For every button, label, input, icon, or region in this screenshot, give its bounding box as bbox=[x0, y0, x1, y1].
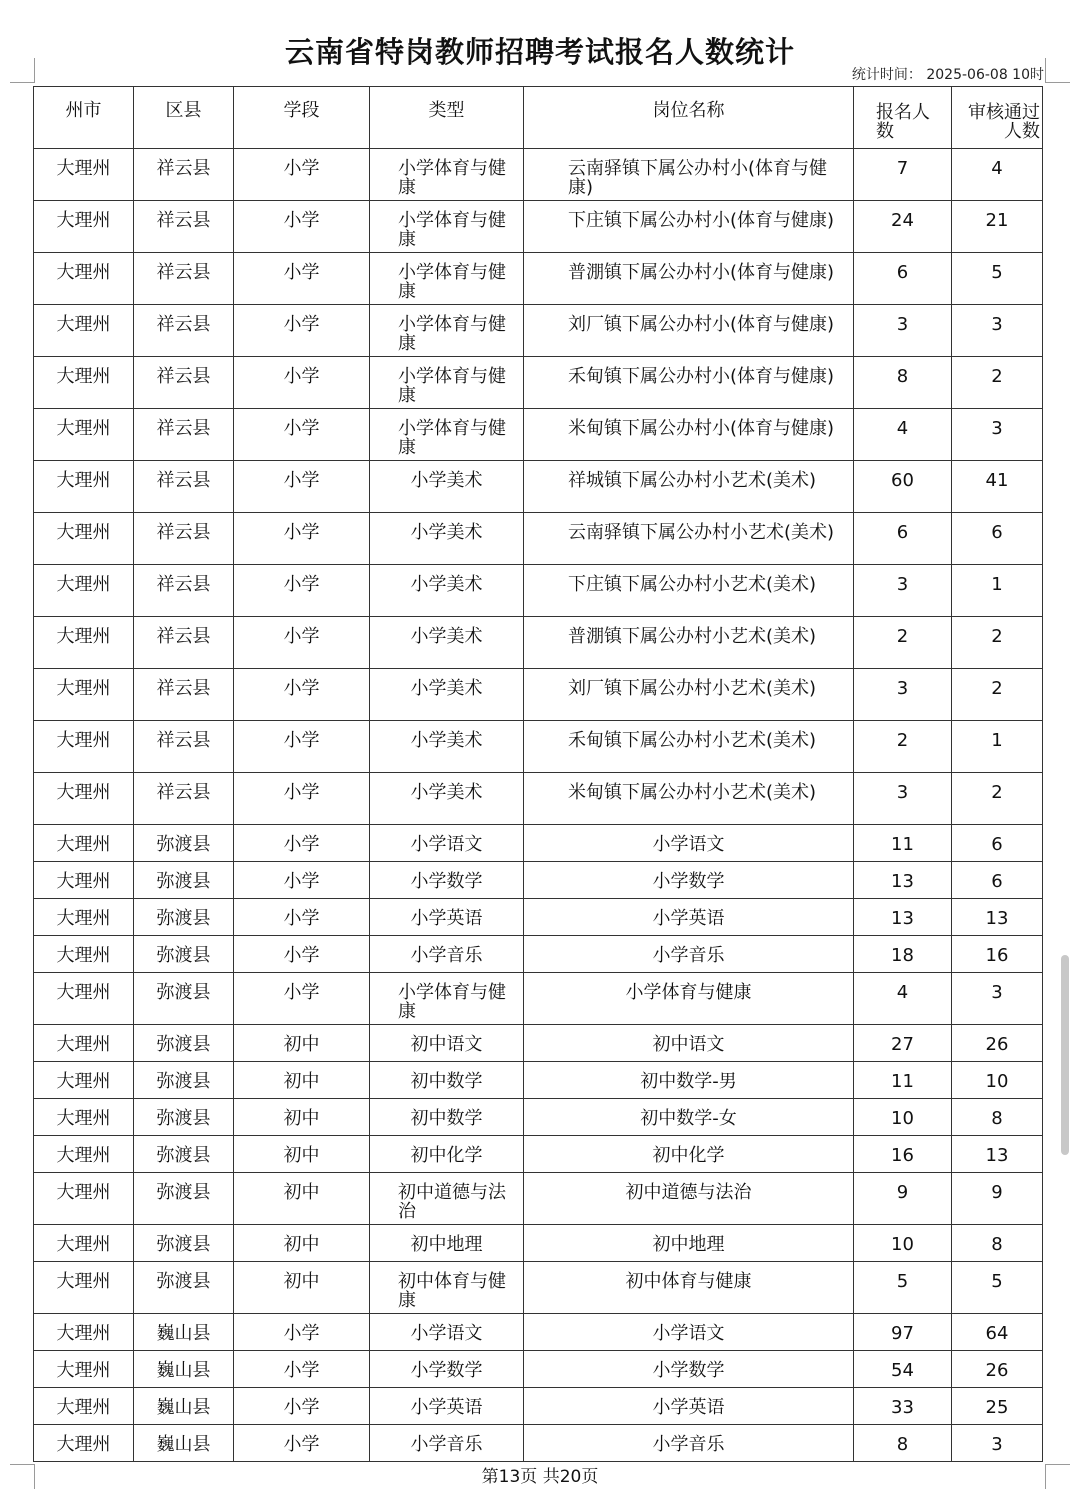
cell-county: 弥渡县 bbox=[134, 1173, 234, 1225]
cell-stage: 初中 bbox=[234, 1136, 370, 1173]
cell-post-name: 初中化学 bbox=[524, 1136, 854, 1173]
cell-type: 小学美术 bbox=[370, 565, 524, 617]
cell-type: 小学美术 bbox=[370, 721, 524, 773]
cell-post-name: 米甸镇下属公办村小艺术(美术) bbox=[524, 773, 854, 825]
cell-city: 大理州 bbox=[34, 773, 134, 825]
cell-city: 大理州 bbox=[34, 1351, 134, 1388]
table-row bbox=[34, 1173, 1043, 1225]
cell-applicants: 2 bbox=[854, 721, 952, 773]
cell-county: 祥云县 bbox=[134, 357, 234, 409]
cell-county: 弥渡县 bbox=[134, 973, 234, 1025]
header-type: 类型 bbox=[370, 87, 524, 149]
cell-applicants: 6 bbox=[854, 513, 952, 565]
table-row bbox=[34, 409, 1043, 461]
cell-approved: 13 bbox=[952, 1136, 1043, 1173]
cell-approved: 3 bbox=[952, 973, 1043, 1025]
cell-approved: 6 bbox=[952, 513, 1043, 565]
cell-city: 大理州 bbox=[34, 201, 134, 253]
cell-city: 大理州 bbox=[34, 305, 134, 357]
cell-applicants: 8 bbox=[854, 357, 952, 409]
cell-approved: 9 bbox=[952, 1173, 1043, 1225]
cell-approved: 6 bbox=[952, 825, 1043, 862]
cell-post-name: 小学语文 bbox=[524, 825, 854, 862]
cell-stage: 小学 bbox=[234, 461, 370, 513]
cell-type: 小学体育与健康 bbox=[370, 149, 524, 201]
cell-post-name: 禾甸镇下属公办村小(体育与健康) bbox=[524, 357, 854, 409]
cell-applicants: 11 bbox=[854, 825, 952, 862]
cell-type: 小学体育与健康 bbox=[370, 201, 524, 253]
cell-applicants: 3 bbox=[854, 773, 952, 825]
table-row bbox=[34, 201, 1043, 253]
cell-city: 大理州 bbox=[34, 1173, 134, 1225]
cell-stage: 小学 bbox=[234, 409, 370, 461]
cell-type: 小学体育与健康 bbox=[370, 305, 524, 357]
cell-stage: 初中 bbox=[234, 1262, 370, 1314]
cell-approved: 21 bbox=[952, 201, 1043, 253]
cell-applicants: 7 bbox=[854, 149, 952, 201]
cell-city: 大理州 bbox=[34, 669, 134, 721]
cell-county: 弥渡县 bbox=[134, 1262, 234, 1314]
cell-type: 初中语文 bbox=[370, 1025, 524, 1062]
cell-county: 祥云县 bbox=[134, 617, 234, 669]
cell-county: 祥云县 bbox=[134, 149, 234, 201]
cell-county: 祥云县 bbox=[134, 461, 234, 513]
cell-applicants: 5 bbox=[854, 1262, 952, 1314]
cell-stage: 小学 bbox=[234, 936, 370, 973]
cell-stage: 小学 bbox=[234, 305, 370, 357]
cell-city: 大理州 bbox=[34, 253, 134, 305]
cell-applicants: 8 bbox=[854, 1425, 952, 1462]
cell-type: 小学英语 bbox=[370, 899, 524, 936]
cell-applicants: 4 bbox=[854, 409, 952, 461]
table-row bbox=[34, 149, 1043, 201]
cell-county: 祥云县 bbox=[134, 409, 234, 461]
cell-applicants: 18 bbox=[854, 936, 952, 973]
cell-stage: 初中 bbox=[234, 1062, 370, 1099]
cell-post-name: 初中道德与法治 bbox=[524, 1173, 854, 1225]
cell-stage: 小学 bbox=[234, 1314, 370, 1351]
cell-approved: 41 bbox=[952, 461, 1043, 513]
header-stage: 学段 bbox=[234, 87, 370, 149]
cell-type: 小学音乐 bbox=[370, 1425, 524, 1462]
cell-approved: 2 bbox=[952, 357, 1043, 409]
cell-post-name: 小学英语 bbox=[524, 899, 854, 936]
table-row bbox=[34, 669, 1043, 721]
cell-county: 弥渡县 bbox=[134, 1062, 234, 1099]
scrollbar[interactable] bbox=[1061, 955, 1069, 1155]
cell-post-name: 小学音乐 bbox=[524, 1425, 854, 1462]
cell-stage: 小学 bbox=[234, 773, 370, 825]
cell-approved: 2 bbox=[952, 617, 1043, 669]
cell-type: 小学体育与健康 bbox=[370, 253, 524, 305]
cell-stage: 小学 bbox=[234, 862, 370, 899]
cell-post-name: 禾甸镇下属公办村小艺术(美术) bbox=[524, 721, 854, 773]
cell-post-name: 米甸镇下属公办村小(体育与健康) bbox=[524, 409, 854, 461]
cell-applicants: 60 bbox=[854, 461, 952, 513]
cell-post-name: 云南驿镇下属公办村小艺术(美术) bbox=[524, 513, 854, 565]
cell-post-name: 初中数学-男 bbox=[524, 1062, 854, 1099]
cell-post-name: 普淜镇下属公办村小艺术(美术) bbox=[524, 617, 854, 669]
cell-city: 大理州 bbox=[34, 899, 134, 936]
cell-county: 巍山县 bbox=[134, 1314, 234, 1351]
cell-approved: 1 bbox=[952, 721, 1043, 773]
cell-type: 小学体育与健康 bbox=[370, 357, 524, 409]
cell-approved: 3 bbox=[952, 305, 1043, 357]
header-approved: 审核通过人数 bbox=[952, 87, 1043, 149]
cell-applicants: 24 bbox=[854, 201, 952, 253]
cell-post-name: 刘厂镇下属公办村小(体育与健康) bbox=[524, 305, 854, 357]
cell-post-name: 云南驿镇下属公办村小(体育与健康) bbox=[524, 149, 854, 201]
cell-city: 大理州 bbox=[34, 565, 134, 617]
cell-type: 小学体育与健康 bbox=[370, 973, 524, 1025]
cell-city: 大理州 bbox=[34, 862, 134, 899]
cell-city: 大理州 bbox=[34, 1425, 134, 1462]
cell-type: 小学英语 bbox=[370, 1388, 524, 1425]
cell-stage: 初中 bbox=[234, 1225, 370, 1262]
cell-approved: 2 bbox=[952, 773, 1043, 825]
cell-approved: 4 bbox=[952, 149, 1043, 201]
cell-type: 小学音乐 bbox=[370, 936, 524, 973]
cell-type: 小学体育与健康 bbox=[370, 409, 524, 461]
cell-stage: 小学 bbox=[234, 253, 370, 305]
table-header-row bbox=[34, 87, 1043, 149]
cell-stage: 小学 bbox=[234, 899, 370, 936]
cell-stage: 小学 bbox=[234, 201, 370, 253]
cell-city: 大理州 bbox=[34, 513, 134, 565]
cell-approved: 2 bbox=[952, 669, 1043, 721]
cell-approved: 8 bbox=[952, 1225, 1043, 1262]
cell-county: 弥渡县 bbox=[134, 1136, 234, 1173]
cell-approved: 5 bbox=[952, 1262, 1043, 1314]
cell-city: 大理州 bbox=[34, 357, 134, 409]
cell-post-name: 刘厂镇下属公办村小艺术(美术) bbox=[524, 669, 854, 721]
cell-stage: 小学 bbox=[234, 1425, 370, 1462]
header-county: 区县 bbox=[134, 87, 234, 149]
table-row bbox=[34, 825, 1043, 862]
cell-stage: 小学 bbox=[234, 1388, 370, 1425]
cell-county: 祥云县 bbox=[134, 201, 234, 253]
stat-time: 统计时间： 2025-06-08 10时 bbox=[851, 67, 1044, 83]
cell-city: 大理州 bbox=[34, 461, 134, 513]
cell-county: 弥渡县 bbox=[134, 936, 234, 973]
cell-city: 大理州 bbox=[34, 617, 134, 669]
cell-approved: 1 bbox=[952, 565, 1043, 617]
table-row bbox=[34, 936, 1043, 973]
header-city: 州市 bbox=[34, 87, 134, 149]
cell-applicants: 10 bbox=[854, 1225, 952, 1262]
cell-type: 初中数学 bbox=[370, 1099, 524, 1136]
cell-stage: 小学 bbox=[234, 669, 370, 721]
table-row bbox=[34, 1425, 1043, 1462]
cell-county: 祥云县 bbox=[134, 565, 234, 617]
cell-applicants: 16 bbox=[854, 1136, 952, 1173]
cell-post-name: 下庄镇下属公办村小艺术(美术) bbox=[524, 565, 854, 617]
cell-approved: 16 bbox=[952, 936, 1043, 973]
cell-post-name: 小学语文 bbox=[524, 1314, 854, 1351]
cell-post-name: 普淜镇下属公办村小(体育与健康) bbox=[524, 253, 854, 305]
cell-city: 大理州 bbox=[34, 1025, 134, 1062]
cell-approved: 26 bbox=[952, 1025, 1043, 1062]
cell-city: 大理州 bbox=[34, 1262, 134, 1314]
cell-type: 小学数学 bbox=[370, 862, 524, 899]
cell-approved: 3 bbox=[952, 1425, 1043, 1462]
cell-type: 小学美术 bbox=[370, 773, 524, 825]
table-row bbox=[34, 1025, 1043, 1062]
cell-post-name: 小学体育与健康 bbox=[524, 973, 854, 1025]
cell-county: 祥云县 bbox=[134, 253, 234, 305]
table-row bbox=[34, 773, 1043, 825]
cell-stage: 小学 bbox=[234, 1351, 370, 1388]
cell-post-name: 初中语文 bbox=[524, 1025, 854, 1062]
cell-stage: 初中 bbox=[234, 1173, 370, 1225]
cell-applicants: 10 bbox=[854, 1099, 952, 1136]
cell-stage: 小学 bbox=[234, 149, 370, 201]
cell-stage: 小学 bbox=[234, 617, 370, 669]
registration-table bbox=[33, 86, 1043, 1462]
cell-city: 大理州 bbox=[34, 1314, 134, 1351]
cell-stage: 小学 bbox=[234, 825, 370, 862]
cell-county: 弥渡县 bbox=[134, 1025, 234, 1062]
cell-applicants: 6 bbox=[854, 253, 952, 305]
cell-applicants: 13 bbox=[854, 899, 952, 936]
cell-city: 大理州 bbox=[34, 1136, 134, 1173]
cell-stage: 初中 bbox=[234, 1099, 370, 1136]
cell-county: 祥云县 bbox=[134, 669, 234, 721]
cell-county: 巍山县 bbox=[134, 1425, 234, 1462]
cell-county: 祥云县 bbox=[134, 305, 234, 357]
cell-city: 大理州 bbox=[34, 149, 134, 201]
cell-applicants: 11 bbox=[854, 1062, 952, 1099]
cell-approved: 8 bbox=[952, 1099, 1043, 1136]
table-row bbox=[34, 1099, 1043, 1136]
cell-stage: 小学 bbox=[234, 721, 370, 773]
cell-type: 小学美术 bbox=[370, 617, 524, 669]
cell-stage: 小学 bbox=[234, 973, 370, 1025]
cell-type: 初中地理 bbox=[370, 1225, 524, 1262]
cell-applicants: 54 bbox=[854, 1351, 952, 1388]
table-row bbox=[34, 1225, 1043, 1262]
document-title: 云南省特岗教师招聘考试报名人数统计 bbox=[284, 35, 795, 69]
cell-applicants: 3 bbox=[854, 669, 952, 721]
cell-post-name: 下庄镇下属公办村小(体育与健康) bbox=[524, 201, 854, 253]
cell-approved: 64 bbox=[952, 1314, 1043, 1351]
cell-city: 大理州 bbox=[34, 1225, 134, 1262]
table-row bbox=[34, 461, 1043, 513]
table-row bbox=[34, 253, 1043, 305]
cell-city: 大理州 bbox=[34, 973, 134, 1025]
cell-county: 祥云县 bbox=[134, 773, 234, 825]
cell-post-name: 初中地理 bbox=[524, 1225, 854, 1262]
cell-post-name: 小学英语 bbox=[524, 1388, 854, 1425]
cell-applicants: 27 bbox=[854, 1025, 952, 1062]
table-body bbox=[34, 149, 1043, 1462]
table-row bbox=[34, 721, 1043, 773]
cell-county: 弥渡县 bbox=[134, 862, 234, 899]
cell-county: 弥渡县 bbox=[134, 1225, 234, 1262]
cell-post-name: 祥城镇下属公办村小艺术(美术) bbox=[524, 461, 854, 513]
cell-approved: 10 bbox=[952, 1062, 1043, 1099]
cell-county: 祥云县 bbox=[134, 721, 234, 773]
cell-approved: 6 bbox=[952, 862, 1043, 899]
cell-applicants: 13 bbox=[854, 862, 952, 899]
cell-approved: 25 bbox=[952, 1388, 1043, 1425]
page-footer: 第13页 共20页 bbox=[481, 1467, 599, 1487]
table-row bbox=[34, 1351, 1043, 1388]
table-row bbox=[34, 565, 1043, 617]
cell-approved: 5 bbox=[952, 253, 1043, 305]
cell-post-name: 初中体育与健康 bbox=[524, 1262, 854, 1314]
header-applicants: 报名人数 bbox=[854, 87, 952, 149]
cell-type: 小学美术 bbox=[370, 513, 524, 565]
cell-applicants: 2 bbox=[854, 617, 952, 669]
cell-city: 大理州 bbox=[34, 936, 134, 973]
cell-type: 小学美术 bbox=[370, 461, 524, 513]
table-row bbox=[34, 1314, 1043, 1351]
cell-post-name: 小学数学 bbox=[524, 1351, 854, 1388]
cell-county: 巍山县 bbox=[134, 1388, 234, 1425]
cell-type: 小学语文 bbox=[370, 1314, 524, 1351]
cell-type: 小学数学 bbox=[370, 1351, 524, 1388]
cell-type: 初中体育与健康 bbox=[370, 1262, 524, 1314]
cell-city: 大理州 bbox=[34, 409, 134, 461]
table-row bbox=[34, 357, 1043, 409]
cell-applicants: 97 bbox=[854, 1314, 952, 1351]
table-row bbox=[34, 1388, 1043, 1425]
cell-county: 弥渡县 bbox=[134, 825, 234, 862]
table-row bbox=[34, 513, 1043, 565]
cell-approved: 26 bbox=[952, 1351, 1043, 1388]
cell-applicants: 33 bbox=[854, 1388, 952, 1425]
header-post-name: 岗位名称 bbox=[524, 87, 854, 149]
cell-stage: 小学 bbox=[234, 513, 370, 565]
table-row bbox=[34, 617, 1043, 669]
table-row bbox=[34, 899, 1043, 936]
table-row bbox=[34, 973, 1043, 1025]
table-row bbox=[34, 1062, 1043, 1099]
cell-type: 初中数学 bbox=[370, 1062, 524, 1099]
cell-applicants: 3 bbox=[854, 565, 952, 617]
cell-applicants: 4 bbox=[854, 973, 952, 1025]
cell-applicants: 9 bbox=[854, 1173, 952, 1225]
table-row bbox=[34, 305, 1043, 357]
cell-city: 大理州 bbox=[34, 1099, 134, 1136]
cell-type: 小学美术 bbox=[370, 669, 524, 721]
cell-city: 大理州 bbox=[34, 1062, 134, 1099]
cell-stage: 小学 bbox=[234, 357, 370, 409]
cell-applicants: 3 bbox=[854, 305, 952, 357]
table-row bbox=[34, 862, 1043, 899]
table-row bbox=[34, 1136, 1043, 1173]
cell-city: 大理州 bbox=[34, 1388, 134, 1425]
cell-stage: 初中 bbox=[234, 1025, 370, 1062]
cell-type: 初中道德与法治 bbox=[370, 1173, 524, 1225]
cell-approved: 13 bbox=[952, 899, 1043, 936]
cell-county: 祥云县 bbox=[134, 513, 234, 565]
table-row bbox=[34, 1262, 1043, 1314]
cell-county: 巍山县 bbox=[134, 1351, 234, 1388]
cell-post-name: 小学数学 bbox=[524, 862, 854, 899]
cell-type: 初中化学 bbox=[370, 1136, 524, 1173]
cell-city: 大理州 bbox=[34, 825, 134, 862]
cell-post-name: 小学音乐 bbox=[524, 936, 854, 973]
cell-post-name: 初中数学-女 bbox=[524, 1099, 854, 1136]
cell-city: 大理州 bbox=[34, 721, 134, 773]
cell-county: 弥渡县 bbox=[134, 1099, 234, 1136]
cell-type: 小学语文 bbox=[370, 825, 524, 862]
cell-approved: 3 bbox=[952, 409, 1043, 461]
cell-stage: 小学 bbox=[234, 565, 370, 617]
cell-county: 弥渡县 bbox=[134, 899, 234, 936]
